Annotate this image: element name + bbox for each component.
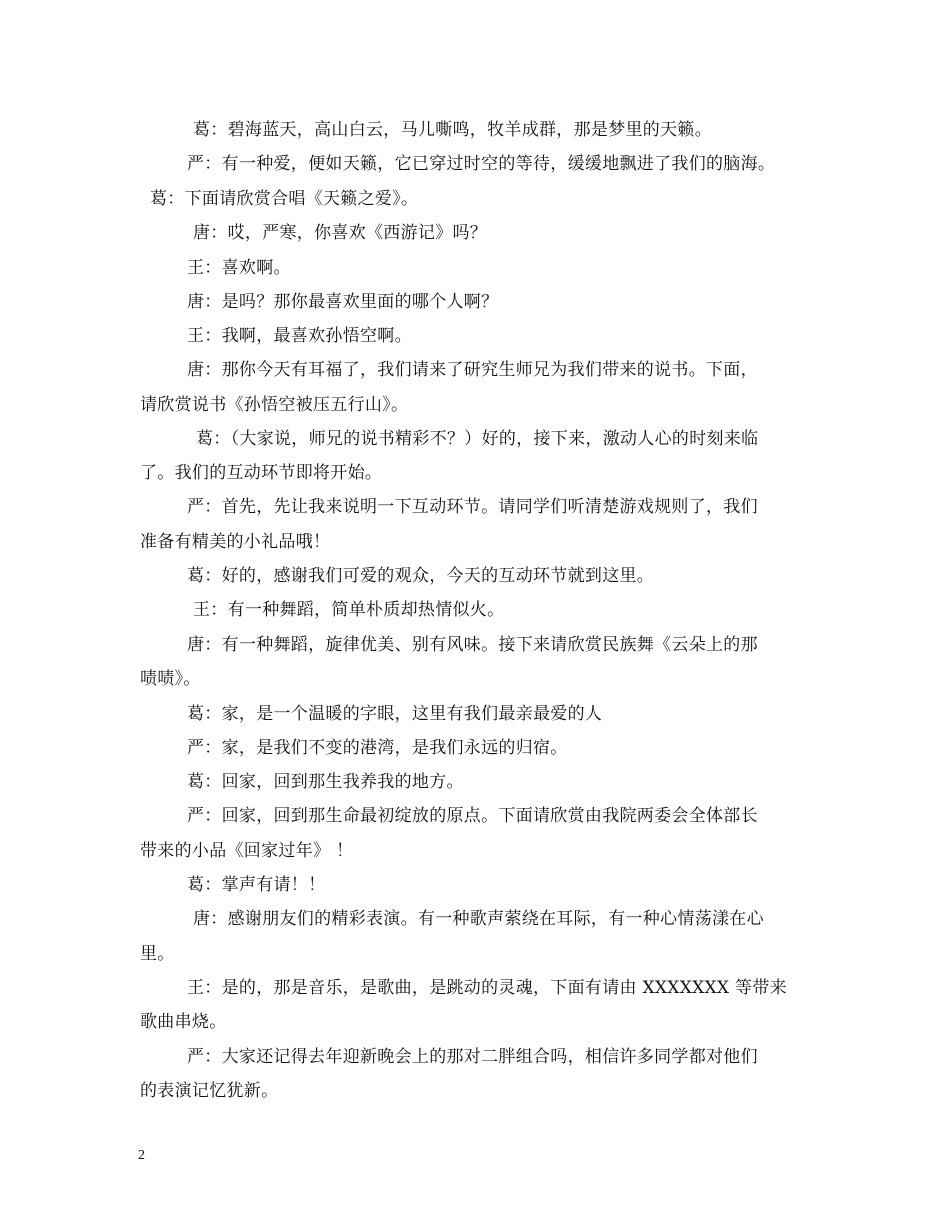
text-line: 唐：感谢朋友们的精彩表演。有一种歌声萦绕在耳际，有一种心情荡漾在心 bbox=[193, 909, 764, 929]
text-line: 王：是的，那是音乐，是歌曲，是跳动的灵魂，下面有请由 XXXXXXX 等带来 bbox=[187, 978, 787, 998]
text-line: 葛：（大家说，师兄的说书精彩不？）好的，接下来，激动人心的时刻来临 bbox=[196, 429, 759, 449]
text-line: 唐：是吗？那你最喜欢里面的哪个人啊？ bbox=[187, 292, 499, 312]
text-line: 王：我啊，最喜欢孙悟空啊。 bbox=[187, 326, 412, 346]
text-line: 请欣赏说书《孙悟空被压五行山》。 bbox=[140, 395, 409, 415]
text-line: 准备有精美的小礼品哦！ bbox=[140, 532, 331, 552]
text-line: 葛：好的，感谢我们可爱的观众，今天的互动环节就到这里。 bbox=[187, 566, 655, 586]
text-line: 葛：回家，回到那生我养我的地方。 bbox=[187, 772, 464, 792]
text-line: 王：喜欢啊。 bbox=[187, 258, 291, 278]
text-line: 啧啧》。 bbox=[140, 669, 201, 689]
text-line: 的表演记忆犹新。 bbox=[140, 1081, 279, 1101]
text-line: 严：有一种爱，便如天籁，它已穿过时空的等待，缓缓地飘进了我们的脑海。 bbox=[187, 154, 776, 174]
text-line: 了。我们的互动环节即将开始。 bbox=[140, 463, 383, 483]
text-line: 葛：掌声有请！！ bbox=[187, 875, 326, 895]
text-line: 葛：家，是一个温暖的字眼，这里有我们最亲最爱的人 bbox=[187, 704, 603, 724]
text-line: 歌曲串烧。 bbox=[140, 1012, 227, 1032]
text-line: 唐：哎，严寒，你喜欢《西游记》吗？ bbox=[193, 223, 488, 243]
text-line: 严：家，是我们不变的港湾，是我们永远的归宿。 bbox=[187, 738, 568, 758]
text-line: 唐：有一种舞蹈，旋律优美、别有风味。接下来请欣赏民族舞《云朵上的那 bbox=[187, 635, 758, 655]
text-line: 葛：碧海蓝天，高山白云，马儿嘶鸣，牧羊成群，那是梦里的天籁。 bbox=[193, 120, 712, 140]
text-line: 带来的小品《回家过年》 ！ bbox=[140, 841, 354, 861]
text-line: 里。 bbox=[140, 944, 175, 964]
text-line: 王：有一种舞蹈，简单朴质却热情似火。 bbox=[193, 600, 505, 620]
text-line: 葛：下面请欣赏合唱《天籁之爱》。 bbox=[150, 189, 419, 209]
text-line: 严：大家还记得去年迎新晚会上的那对二胖组合吗，相信许多同学都对他们 bbox=[187, 1047, 758, 1067]
page-number: 2 bbox=[138, 1148, 145, 1163]
text-line: 严：回家，回到那生命最初绽放的原点。下面请欣赏由我院两委会全体部长 bbox=[187, 806, 758, 826]
text-line: 严：首先，先让我来说明一下互动环节。请同学们听清楚游戏规则了，我们 bbox=[187, 497, 758, 517]
text-line: 唐：那你今天有耳福了，我们请来了研究生师兄为我们带来的说书。下面， bbox=[187, 360, 758, 380]
